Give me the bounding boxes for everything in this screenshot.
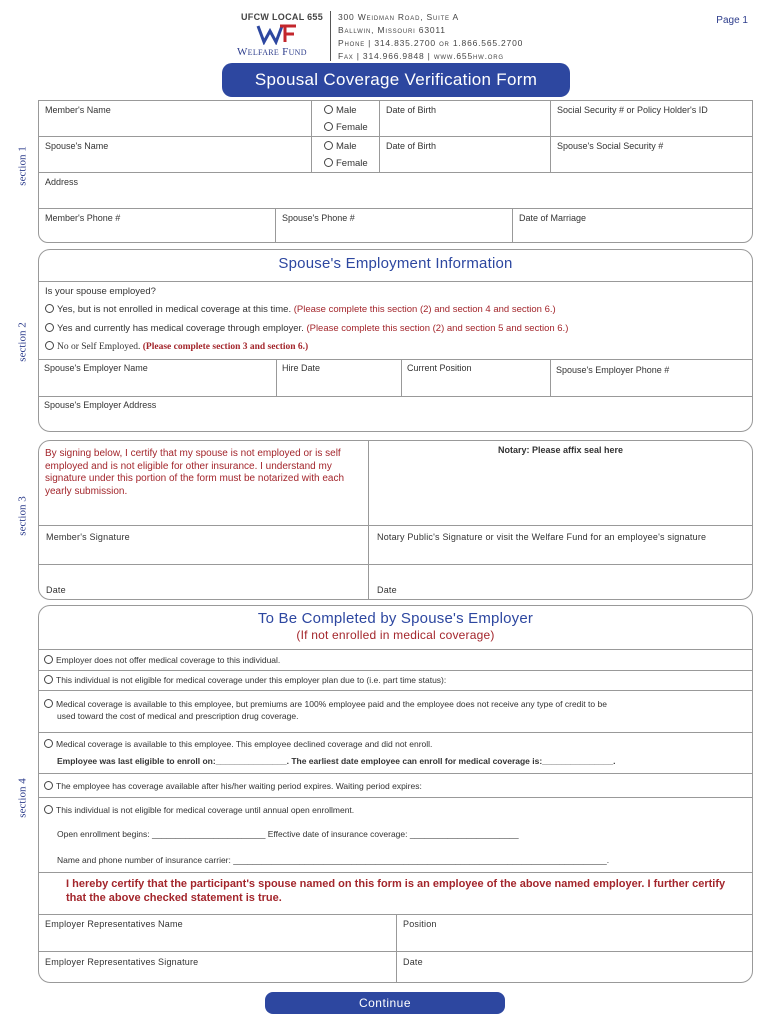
members-name-field[interactable]: Member's Name [38, 100, 312, 137]
option-no-self-employed[interactable]: No or Self Employed. (Please complete section 3 and section 6.) [45, 341, 308, 352]
divider [38, 670, 753, 671]
header-divider [330, 11, 331, 61]
logo-union-name: UFCW LOCAL 655 [241, 12, 324, 22]
section-4-label: section 4 [16, 778, 29, 818]
notary-date-field[interactable]: Date [377, 585, 397, 595]
divider [38, 797, 753, 798]
current-position-field[interactable]: Current Position [407, 363, 472, 373]
enrollment-dates-line[interactable]: Employee was last eligible to enroll on:_______________. The earliest date employee can enroll for medical coverage is:_______________. [57, 756, 616, 766]
page-number: Page 1 [716, 15, 748, 26]
divider [396, 914, 397, 983]
member-ssn-field[interactable]: Social Security # or Policy Holder's ID [550, 100, 753, 137]
hire-date-field[interactable]: Hire Date [282, 363, 321, 373]
divider [38, 281, 753, 282]
rep-signature-field[interactable]: Employer Representatives Signature [45, 957, 199, 967]
rep-name-field[interactable]: Employer Representatives Name [45, 919, 183, 929]
notary-seal-area: Notary: Please affix seal here [497, 445, 624, 455]
divider [38, 732, 753, 733]
member-phone-field[interactable]: Member's Phone # [38, 208, 276, 243]
section-2-label: section 2 [16, 322, 29, 362]
member-dob-field[interactable]: Date of Birth [379, 100, 551, 137]
option-no-coverage-offered[interactable]: Employer does not offer medical coverage to this individual. [44, 655, 280, 665]
fax-line: Fax | 314.966.9848 | www.655hw.org [338, 51, 504, 61]
option-yes-not-enrolled[interactable]: Yes, but is not enrolled in medical coverage at this time. (Please complete this section (2) and section 4 and section 6.) [45, 304, 556, 315]
spouse-gender-group[interactable] [311, 136, 380, 173]
section-4-subheading: (If not enrolled in medical coverage) [296, 628, 495, 642]
section-4-heading: To Be Completed by Spouse's Employer [257, 610, 534, 627]
welfare-fund-logo-icon [256, 23, 300, 45]
divider [38, 564, 753, 565]
phone-line: Phone | 314.835.2700 or 1.866.565.2700 [338, 38, 524, 48]
option-waiting-period[interactable]: The employee has coverage available after his/her waiting period expires. Waiting period expires: [44, 781, 422, 791]
option-declined-coverage[interactable]: Medical coverage is available to this employee. This employee declined coverage and did not enroll. [44, 739, 432, 749]
divider [368, 440, 369, 600]
divider [38, 525, 753, 526]
marriage-date-field[interactable]: Date of Marriage [512, 208, 753, 243]
spouse-phone-field[interactable]: Spouse's Phone # [275, 208, 513, 243]
employer-phone-field[interactable]: Spouse's Employer Phone # [556, 365, 670, 375]
spouse-male-radio[interactable]: Male [324, 141, 357, 152]
member-male-radio[interactable]: Male [324, 105, 357, 116]
divider [38, 649, 753, 650]
divider [38, 872, 753, 873]
option-employee-paid[interactable]: Medical coverage is available to this employee, but premiums are 100% employee paid and the employee does not receive any type of credit to be [44, 699, 607, 709]
divider [38, 773, 753, 774]
spouse-female-radio[interactable]: Female [324, 158, 368, 169]
employer-address-field[interactable]: Spouse's Employer Address [44, 400, 157, 410]
notary-signature-field[interactable]: Notary Public's Signature or visit the Welfare Fund for an employee's signature [377, 532, 707, 542]
divider [38, 951, 753, 952]
certification-statement: By signing below, I certify that my spouse is not employed or is self employed and is not eligible for other insurance. I understand my signature under this portion of the form must be notarized with each yearly submission. [45, 448, 345, 497]
spouses-name-field[interactable]: Spouse's Name [38, 136, 312, 173]
section-3-label: section 3 [16, 496, 29, 536]
rep-date-field[interactable]: Date [403, 957, 423, 967]
employer-certification: I hereby certify that the participant's spouse named on this form is an employee of the above named employer. I further certify that the above checked statement is true. [66, 878, 726, 904]
continue-button[interactable]: Continue [265, 992, 505, 1014]
divider [38, 690, 753, 691]
employed-question: Is your spouse employed? [45, 286, 156, 297]
form-title: Spousal Coverage Verification Form [222, 63, 570, 97]
address-line-2: Ballwin, Missouri 63011 [338, 25, 446, 35]
employer-name-field[interactable]: Spouse's Employer Name [44, 363, 148, 373]
address-field[interactable]: Address [38, 172, 753, 209]
spouse-ssn-field[interactable]: Spouse's Social Security # [550, 136, 753, 173]
insurance-carrier-field[interactable]: Name and phone number of insurance carrier: _______________________________________________________________________________. [57, 855, 610, 865]
section-2-heading: Spouse's Employment Information [278, 255, 513, 272]
option-open-enrollment[interactable]: This individual is not eligible for medical coverage until annual open enrollment. [44, 805, 354, 815]
member-signature-field[interactable]: Member's Signature [46, 532, 130, 542]
option-not-eligible-plan[interactable]: This individual is not eligible for medical coverage under this employer plan due to (i.e. part time status): [44, 675, 446, 685]
address-line-1: 300 Weidman Road, Suite A [338, 12, 460, 22]
spouse-dob-field[interactable]: Date of Birth [379, 136, 551, 173]
section-1-label: section 1 [16, 146, 29, 186]
member-gender-group[interactable] [311, 100, 380, 137]
option-employee-paid-cont: used toward the cost of medical and prescription drug coverage. [57, 711, 299, 721]
option-yes-has-coverage[interactable]: Yes and currently has medical coverage through employer. (Please complete this section (2) and section 5 and section 6.) [45, 323, 568, 334]
rep-position-field[interactable]: Position [403, 919, 437, 929]
member-female-radio[interactable]: Female [324, 122, 368, 133]
member-date-field[interactable]: Date [46, 585, 66, 595]
logo-fund-name: Welfare Fund [237, 46, 307, 58]
open-enrollment-dates[interactable]: Open enrollment begins: ________________________ Effective date of insurance coverage: _______________________ [57, 829, 519, 839]
